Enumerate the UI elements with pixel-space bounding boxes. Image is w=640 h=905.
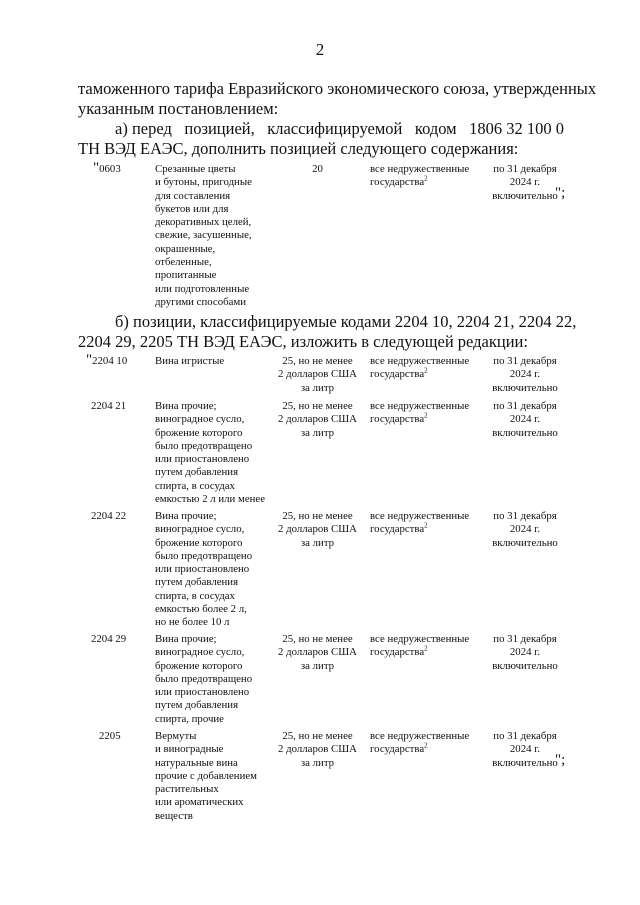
table-a-states [370,163,485,190]
table-a [0,160,640,308]
item-a-word-4: кодом [414,119,457,138]
code-text: 0603 [99,163,121,175]
row-description: Вина игристые [155,355,225,367]
row-period: по 31 декабря 2024 г. включительно [492,730,558,769]
row-states [370,510,485,537]
open-quote: " [93,160,100,176]
table-a-description: Срезанные цветы и бутоны, пригодные для составления букетов или для декоративных целей, свежие, засушенные, окрашенные, отбеленные, пропитанные или подготовленные другими способами [155,163,252,308]
row-states [370,633,485,660]
row-description: Вина прочие; виноградное сусло, брожение которого было предотвращено или приостановлено путем добавления спирта, в сосудах емкостью 2 л или менее [155,400,266,506]
row-states [370,355,485,382]
row-rate: 25, но не менее 2 долларов США за литр [278,730,357,769]
states-text: все недружественные государства [370,730,470,756]
row-description: Вина прочие; виноградное сусло, брожение которого было предотвращено или приостановлено путем добавления спирта, в сосудах емкостью более 2 л, но не более 10 л [155,510,253,629]
states-text: все недружественные государства [370,633,470,659]
footnote-mark: 2 [424,174,428,183]
footnote-mark: 2 [424,411,428,420]
row-code: 2204 21 [91,400,127,412]
open-quote: " [86,352,93,368]
states-text: все недружественные государства [370,163,470,189]
close-quote: "; [555,752,566,768]
row-states [370,730,485,757]
close-quote: "; [555,185,566,201]
page-number: 2 [315,40,325,59]
item-a-word-1: а) перед [115,119,172,138]
row-period: по 31 декабря 2024 г. включительно [492,355,558,394]
item-a-word-5: 1806 32 100 0 [469,119,564,138]
table-b-close-quote [555,752,566,768]
row-code: 2205 [99,730,121,742]
states-text: все недружественные государства [370,355,470,381]
row-period: по 31 декабря 2024 г. включительно [492,633,558,672]
row-rate: 25, но не менее 2 долларов США за литр [278,355,357,394]
table-a-period: по 31 декабря 2024 г. включительно [492,163,558,202]
row-rate: 25, но не менее 2 долларов США за литр [278,633,357,672]
states-text: все недружественные государства [370,510,470,536]
footnote-mark: 2 [424,644,428,653]
row-code: 2204 29 [91,633,127,645]
row-code [86,352,128,368]
item-a-line-2: ТН ВЭД ЕАЭС, дополнить позицией следующего содержания: [78,139,519,158]
row-description: Вермуты и виноградные натуральные вина прочие с добавлением растительных или ароматических веществ [155,730,257,822]
item-b-line-1: б) позиции, классифицируемые кодами 2204 10, 2204 21, 2204 22, [115,312,577,331]
row-rate: 25, но не менее 2 долларов США за литр [278,400,357,439]
row-description: Вина прочие; виноградное сусло, брожение которого было предотвращено или приостановлено путем добавления спирта, прочие [155,633,253,725]
code-text: 2204 10 [92,355,128,367]
row-states [370,400,485,427]
states-text: все недружественные государства [370,400,470,426]
footnote-mark: 2 [424,741,428,750]
footnote-mark: 2 [424,521,428,530]
row-period: по 31 декабря 2024 г. включительно [492,400,558,439]
row-rate: 25, но не менее 2 долларов США за литр [278,510,357,549]
item-b-line-2: 2204 29, 2205 ТН ВЭД ЕАЭС, изложить в следующей редакции: [78,332,528,351]
table-a-rate: 20 [312,163,323,175]
table-a-code [93,160,121,176]
item-a-word-3: классифицируемой [267,119,403,138]
table-a-close-quote [555,185,566,201]
item-a-word-2: позицией, [184,119,255,138]
intro-line-2: указанным постановлением: [78,99,279,118]
intro-line-1: таможенного тарифа Евразийского экономического союза, утвержденных [78,79,597,98]
table-b [0,352,640,835]
row-code: 2204 22 [91,510,127,522]
row-period: по 31 декабря 2024 г. включительно [492,510,558,549]
footnote-mark: 2 [424,366,428,375]
item-a-line-1 [115,119,564,139]
